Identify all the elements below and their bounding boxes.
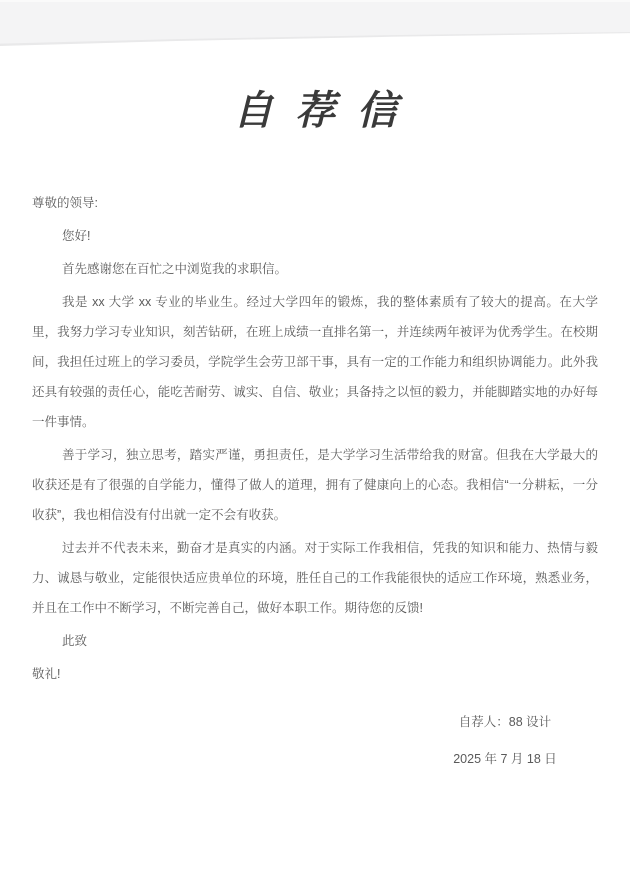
signature-date: 2025 年 7 月 18 日 — [453, 752, 557, 766]
letter-body — [32, 188, 598, 774]
signature-signer: 自荐人：88 设计 — [458, 715, 552, 729]
paragraph-strengths: 善于学习，独立思考，踏实严谨，勇担责任，是大学学习生活带给我的财富。但我在大学最大的收获还是有了很强的自学能力，懂得了做人的道理，拥有了健康向上的心态。我相信“一分耕耘，一分收获”，我也相信没有付出就一定不会有收获。 — [32, 448, 598, 522]
paragraph-background: 我是 xx 大学 xx 专业的毕业生。经过大学四年的锻炼，我的整体素质有了较大的提高。在大学里，我努力学习专业知识，刻苦钻研，在班上成绩一直排名第一，并连续两年被评为优秀学生。在校期间，我担任过班上的学习委员，学院学生会劳卫部干事，具有一定的工作能力和组织协调能力。此外我还具有较强的责任心，能吃苦耐劳、诚实、自信、敬业；具备持之以恒的毅力，并能脚踏实地的办好每一件事情。 — [32, 295, 598, 429]
closing-jingli: 敬礼! — [32, 667, 61, 681]
paragraph-outlook: 过去并不代表未来，勤奋才是真实的内涵。对于实际工作我相信，凭我的知识和能力、热情与毅力、诚恳与敬业，定能很快适应贵单位的环境，胜任自己的工作我能很快的适应工作环境，熟悉业务，并且在工作中不断学习，不断完善自己，做好本职工作。期待您的反馈! — [32, 541, 598, 615]
paragraph-thanks: 首先感谢您在百忙之中浏览我的求职信。 — [62, 262, 288, 276]
letter-title: 自荐信 — [233, 87, 419, 134]
signature-block — [412, 707, 598, 774]
closing-cizhi: 此致 — [62, 634, 88, 648]
paragraph-greeting: 您好! — [62, 229, 91, 243]
salutation: 尊敬的领导: — [32, 196, 98, 210]
